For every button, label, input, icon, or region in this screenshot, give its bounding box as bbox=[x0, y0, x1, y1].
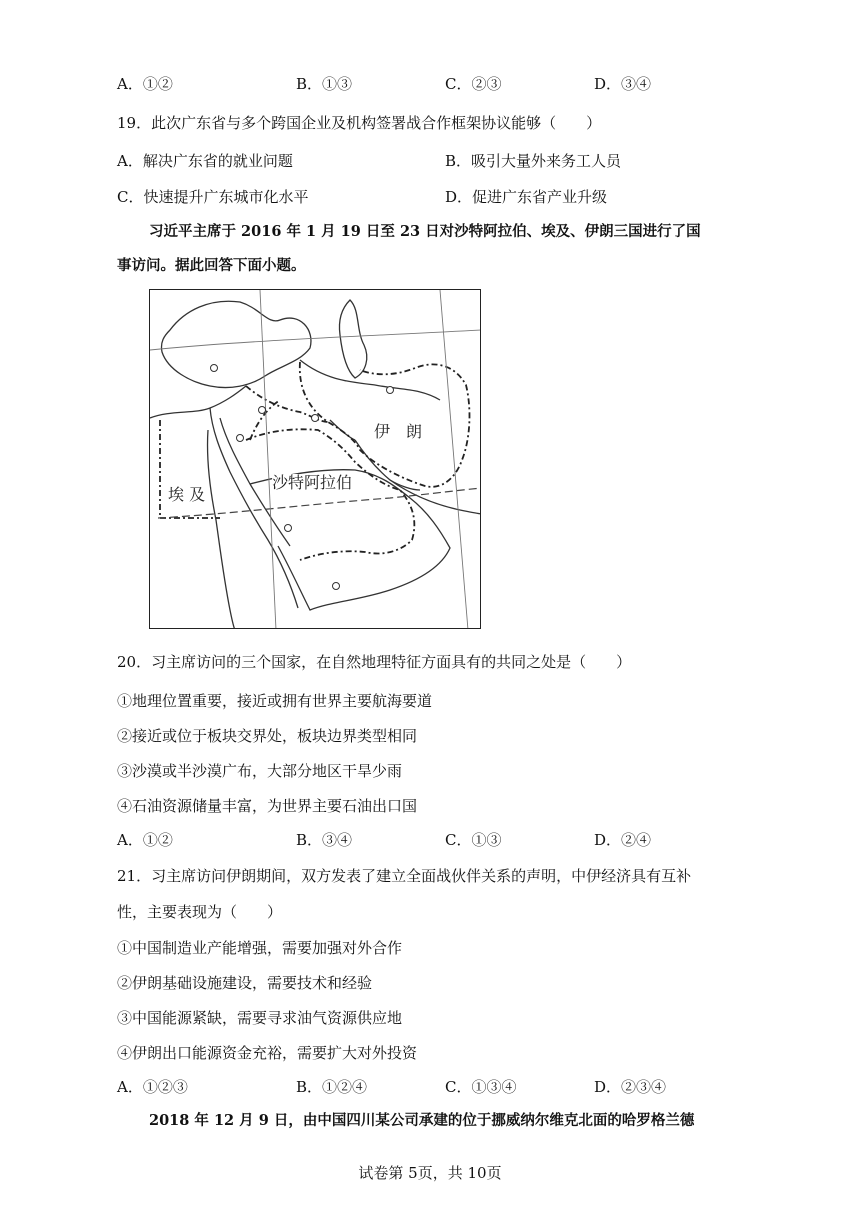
q19-option-a: A．解决广东省的就业问题 bbox=[117, 152, 293, 170]
q21-option-b: B．①②④ bbox=[296, 1078, 368, 1096]
q18-option-b: B．①③ bbox=[296, 75, 353, 93]
q21-item-1: ①中国制造业产能增强，需要加强对外合作 bbox=[117, 939, 403, 957]
q19-option-d: D．促进广东省产业升级 bbox=[445, 188, 608, 206]
q20-item-1: ①地理位置重要，接近或拥有世界主要航海要道 bbox=[117, 692, 433, 710]
q21-stem-line1: 21．习主席访问伊朗期间，双方发表了建立全面战伙伴关系的声明，中伊经济具有互补 bbox=[117, 867, 692, 885]
q21-option-a: A．①②③ bbox=[117, 1078, 188, 1096]
q21-item-4: ④伊朗出口能源资金充裕，需要扩大对外投资 bbox=[117, 1044, 418, 1062]
intro2-line1: 2018 年 12 月 9 日，由中国四川某公司承建的位于挪威纳尔维克北面的哈罗格兰德 bbox=[149, 1112, 695, 1129]
q20-option-a: A．①② bbox=[117, 831, 173, 849]
map-label-egypt: 埃 及 bbox=[168, 485, 206, 504]
q20-stem: 20．习主席访问的三个国家，在自然地理特征方面具有的共同之处是（ ） bbox=[117, 653, 632, 671]
map-label-saudi-arabia: 沙特阿拉伯 bbox=[272, 473, 353, 492]
q19-option-b: B．吸引大量外来务工人员 bbox=[445, 152, 622, 170]
q19-stem: 19．此次广东省与多个跨国企业及机构签署战合作框架协议能够（ ） bbox=[117, 114, 602, 132]
page-footer: 试卷第 5页，共 10页 bbox=[358, 1164, 502, 1182]
q21-stem-line2: 性，主要表现为（ ） bbox=[117, 903, 283, 921]
q21-item-3: ③中国能源紧缺，需要寻求油气资源供应地 bbox=[117, 1009, 403, 1027]
q21-option-c: C．①③④ bbox=[445, 1078, 517, 1096]
q18-option-d: D．③④ bbox=[594, 75, 652, 93]
q18-option-a: A．①② bbox=[117, 75, 173, 93]
q19-option-c: C．快速提升广东城市化水平 bbox=[117, 188, 309, 206]
middle-east-map bbox=[149, 289, 481, 629]
q21-item-2: ②伊朗基础设施建设，需要技术和经验 bbox=[117, 974, 373, 992]
q20-option-b: B．③④ bbox=[296, 831, 353, 849]
q18-option-c: C．②③ bbox=[445, 75, 502, 93]
q20-item-3: ③沙漠或半沙漠广布，大部分地区干旱少雨 bbox=[117, 762, 403, 780]
q20-option-c: C．①③ bbox=[445, 831, 502, 849]
q21-option-d: D．②③④ bbox=[594, 1078, 667, 1096]
q20-item-2: ②接近或位于板块交界处，板块边界类型相同 bbox=[117, 727, 418, 745]
intro1-line2: 事访问。据此回答下面小题。 bbox=[117, 257, 306, 274]
map-drawing bbox=[150, 290, 481, 629]
map-label-iran: 伊 朗 bbox=[374, 422, 423, 441]
q20-item-4: ④石油资源储量丰富，为世界主要石油出口国 bbox=[117, 797, 418, 815]
q20-option-d: D．②④ bbox=[594, 831, 652, 849]
intro1-line1: 习近平主席于 2016 年 1 月 19 日至 23 日对沙特阿拉伯、埃及、伊朗三国进行了国 bbox=[149, 223, 701, 240]
